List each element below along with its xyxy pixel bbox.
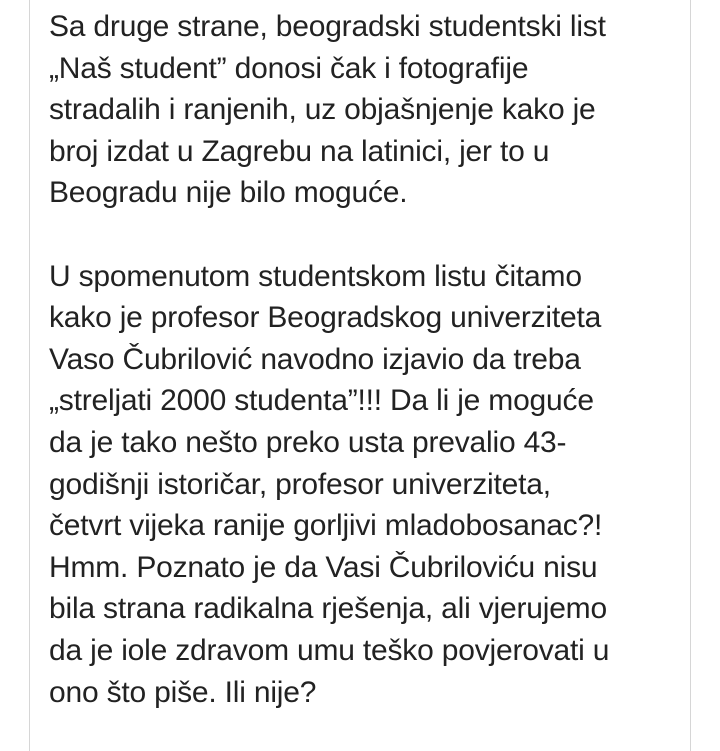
text-line: U spomenutom studentskom listu čitamo [49, 259, 582, 293]
text-line: Beogradu nije bilo moguće. [49, 176, 408, 210]
card-left-border [29, 0, 30, 751]
text-line: kako je profesor Beogradskog univerziteta [49, 301, 602, 335]
text-line: da je iole zdravom umu teško povjerovati u [49, 633, 610, 667]
paragraph-2 [49, 256, 684, 714]
text-line: ono što piše. Ili nije? [49, 675, 317, 709]
text-line: bila strana radikalna rješenja, ali vjerujemo [49, 592, 607, 626]
text-line: Sa druge strane, beogradski studentski list [49, 10, 606, 43]
text-line: „streljati 2000 studenta”!!! Da li je moguće [49, 384, 594, 418]
text-line: da je tako nešto preko usta prevalio 43- [49, 425, 567, 459]
paragraph-1 [49, 6, 684, 214]
text-line: Hmm. Poznato je da Vasi Čubriloviću nisu [49, 550, 598, 584]
text-line: godišnji istoričar, profesor univerziteta, [49, 467, 551, 501]
text-line: Vaso Čubrilović navodno izjavio da treba [49, 342, 581, 376]
text-line: broj izdat u Zagrebu na latinici, jer to u [49, 134, 550, 168]
text-line: stradalih i ranjenih, uz objašnjenje kako je [49, 93, 596, 127]
card-right-border [690, 0, 691, 751]
article-body [49, 6, 684, 713]
text-line: „Naš student” donosi čak i fotografije [49, 51, 529, 85]
text-line: četvrt vijeka ranije gorljivi mladobosanac?! [49, 509, 603, 543]
